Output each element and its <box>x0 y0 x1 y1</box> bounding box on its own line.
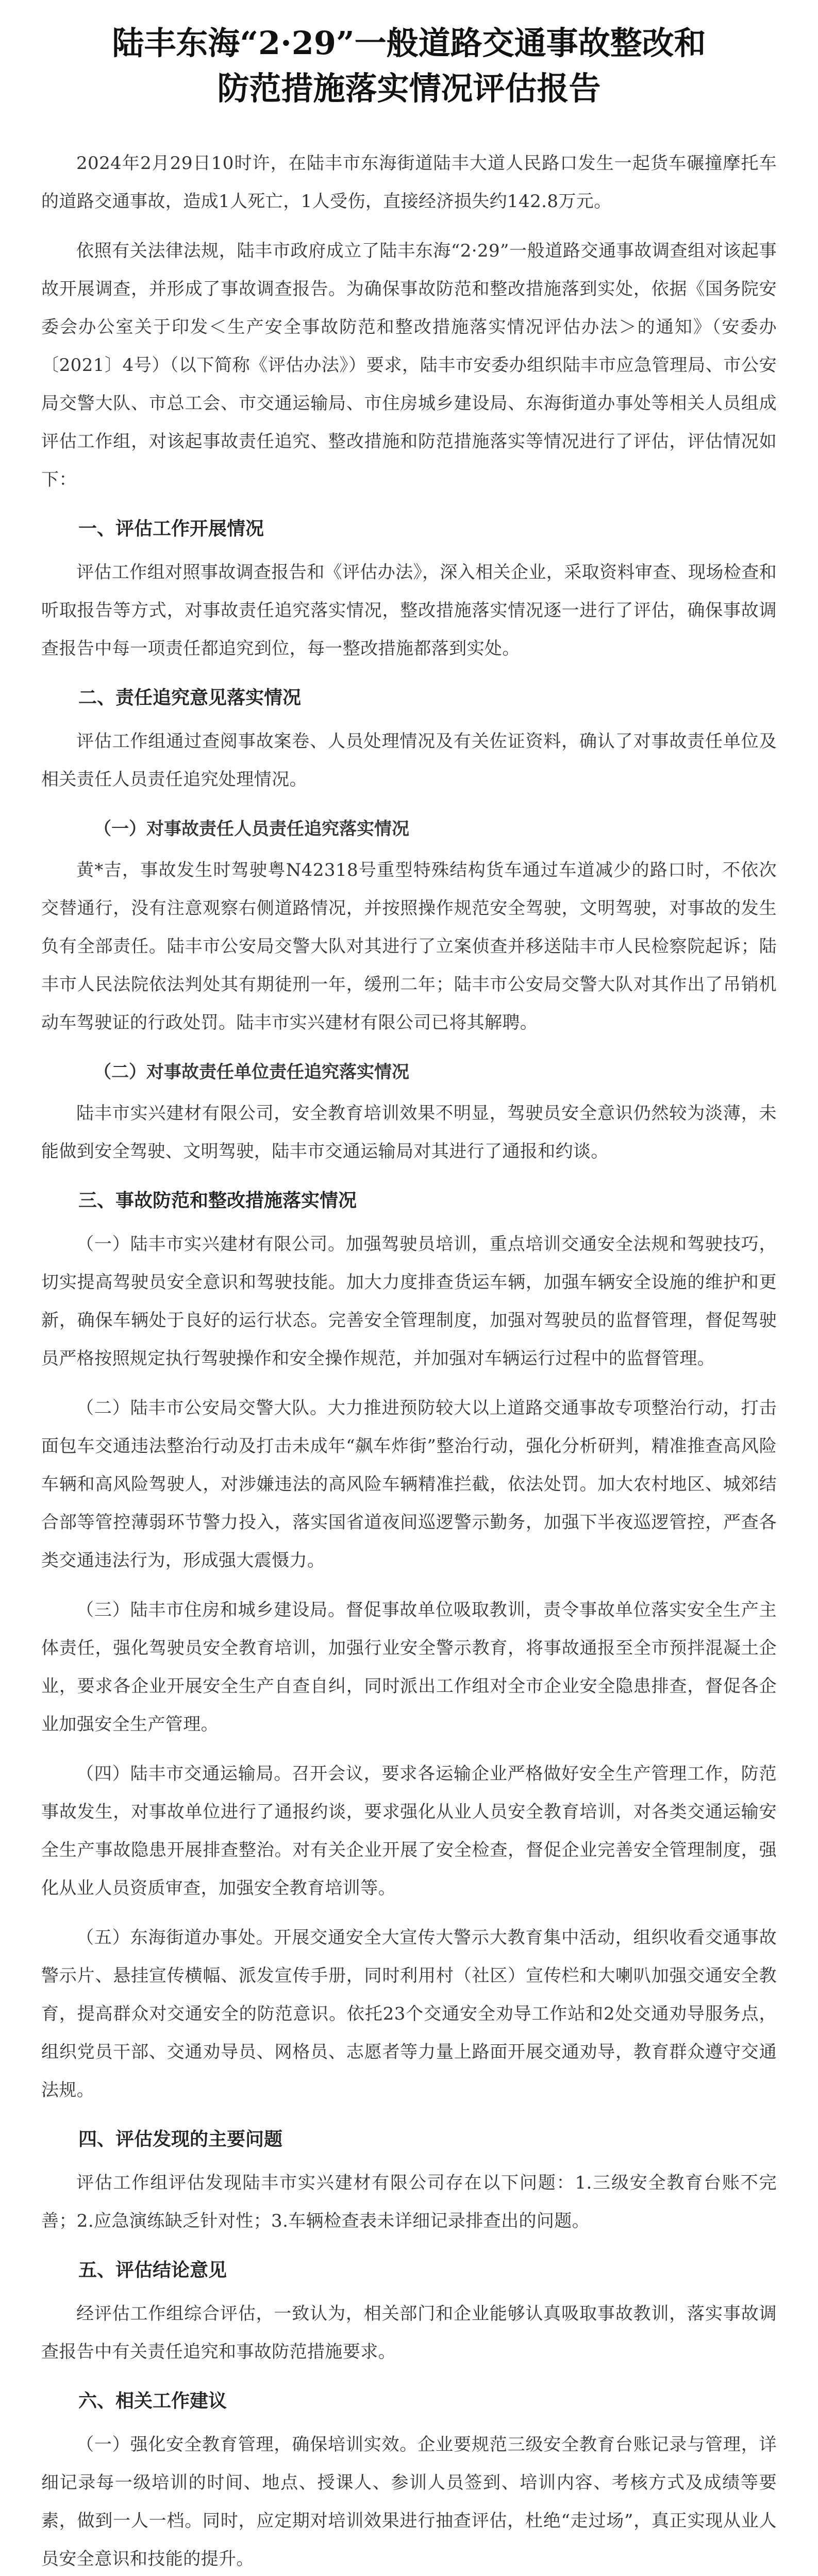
section-heading: 五、评估结论意见 <box>78 2260 227 2281</box>
section-paragraph: 评估工作组通过查阅事故案卷、人员处理情况及有关佐证资料，确认了对事故责任单位及相关责任人员责任追究处理情况。 <box>41 731 777 790</box>
title-line-1: 陆丰东海“2·29”一般道路交通事故整改和 <box>112 24 706 62</box>
subsection-heading: （一）对事故责任人员责任追究落实情况 <box>94 819 409 839</box>
intro-paragraph: 2024年2月29日10时许，在陆丰市东海街道陆丰大道人民路口发生一起货车碾撞摩托车的道路交通事故，造成1人死亡，1人受伤，直接经济损失约142.8万元。 <box>41 153 777 212</box>
subsection-paragraph: 陆丰市实兴建材有限公司，安全教育培训效果不明显，驾驶员安全意识仍然较为淡薄，未能做到安全驾驶、文明驾驶，陆丰市交通运输局对其进行了通报和约谈。 <box>41 1103 777 1162</box>
subsection-paragraph: 黄*吉，事故发生时驾驶粤N42318号重型特殊结构货车通过车道减少的路口时，不依次交替通行，没有注意观察右侧道路情况，并按照操作规范安全驾驶，文明驾驶，对事故的发生负有全部责任。陆丰市公安局交警大队对其进行了立案侦查并移送陆丰市人民检察院起诉；陆丰市人民法院依法判处其有期徒刑一年，缓刑二年；陆丰市公安局交警大队对其作出了吊销机动车驾驶证的行政处罚。陆丰市实兴建材有限公司已将其解聘。 <box>41 860 777 1033</box>
section-paragraph: （一）强化安全教育管理，确保培训实效。企业要规范三级安全教育台账记录与管理，详细记录每一级培训的时间、地点、授课人、参训人员签到、培训内容、考核方式及成绩等要素，做到一人一档。同时，应定期对培训效果进行抽查评估，杜绝“走过场”，真正实现从业人员安全意识和技能的提升。 <box>41 2434 777 2569</box>
title-line-2: 防范措施落实情况评估报告 <box>217 70 601 107</box>
section-paragraph: （一）陆丰市实兴建材有限公司。加强驾驶员培训，重点培训交通安全法规和驾驶技巧，切实提高驾驶员安全意识和驾驶技能。加大力度排查货运车辆，加强车辆安全设施的维护和更新，确保车辆处于良好的运行状态。完善安全管理制度，加强对驾驶员的监督管理，督促驾驶员严格按照规定执行驾驶操作和安全操作规范，并加强对车辆运行过程中的监督管理。 <box>41 1234 777 1369</box>
section-paragraph: （二）陆丰市公安局交警大队。大力推进预防较大以上道路交通事故专项整治行动，打击面包车交通违法整治行动及打击未成年“飙车炸街”整治行动，强化分析研判，精准推查高风险车辆和高风险驾驶人，对涉嫌违法的高风险车辆精准拦截，依法处罚。加大农村地区、城郊结合部等管控薄弱环节警力投入，落实国省道夜间巡逻警示勤务，加强下半夜巡逻管控，严查各类交通违法行为，形成强大震慑力。 <box>41 1398 777 1571</box>
section-heading: 四、评估发现的主要问题 <box>78 2129 283 2150</box>
section-heading: 二、责任追究意见落实情况 <box>78 687 302 708</box>
section-paragraph: （三）陆丰市住房和城乡建设局。督促事故单位吸取教训，责令事故单位落实安全生产主体责任，强化驾驶员安全教育培训，加强行业安全警示教育，将事故通报至全市预拌混凝土企业，要求各企业开展安全生产自查自纠，同时派出工作组对全市企业安全隐患排查，督促各企业加强安全生产管理。 <box>41 1600 777 1735</box>
section-heading: 六、相关工作建议 <box>78 2391 227 2412</box>
subsection-heading: （二）对事故责任单位责任追究落实情况 <box>94 1062 409 1082</box>
section-paragraph: 评估工作组对照事故调查报告和《评估办法》，深入相关企业，采取资料审查、现场检查和听取报告等方式，对事故责任追究落实情况，整改措施落实情况逐一进行了评估，确保事故调查报告中每一项责任都追究到位，每一整改措施都落到实处。 <box>41 562 777 659</box>
section-paragraph: （五）东海街道办事处。开展交通安全大宣传大警示大教育集中活动，组织收看交通事故警示片、悬挂宣传横幅、派发宣传手册，同时利用村（社区）宣传栏和大喇叭加强交通安全教育，提高群众对交通安全的防范意识。依托23个交通安全劝导工作站和2处交通劝导服务点，组织党员干部、交通劝导员、网格员、志愿者等力量上路面开展交通劝导，教育群众遵守交通法规。 <box>41 1927 777 2100</box>
intro-paragraph: 依照有关法律法规，陆丰市政府成立了陆丰东海“2·29”一般道路交通事故调查组对该起事故开展调查，并形成了事故调查报告。为确保事故防范和整改措施落到实处，依据《国务院安委会办公室关于印发＜生产安全事故防范和整改措施落实情况评估办法＞的通知》（安委办〔2021〕4号）（以下简称《评估办法》）要求，陆丰市安委办组织陆丰市应急管理局、市公安局交警大队、市总工会、市交通运输局、市住房城乡建设局、东海街道办事处等相关人员组成评估工作组，对该起事故责任追究、整改措施和防范措施落实等情况进行了评估，评估情况如下： <box>41 241 777 490</box>
document-title <box>41 21 777 111</box>
section-paragraph: （四）陆丰市交通运输局。召开会议，要求各运输企业严格做好安全生产管理工作，防范事故发生，对事故单位进行了通报约谈，要求强化从业人员安全教育培训，对各类交通运输安全生产事故隐患开展排查整治。对有关企业开展了安全检查，督促企业完善安全管理制度，强化从业人员资质审查，加强安全教育培训等。 <box>41 1764 777 1899</box>
section-heading: 一、评估工作开展情况 <box>78 518 264 539</box>
section-paragraph: 经评估工作组综合评估，一致认为，相关部门和企业能够认真吸取事故教训，落实事故调查报告中有关责任追究和事故防范措施要求。 <box>41 2303 777 2362</box>
section-paragraph: 评估工作组评估发现陆丰市实兴建材有限公司存在以下问题：1.三级安全教育台账不完善；2.应急演练缺乏针对性；3.车辆检查表未详细记录排查出的问题。 <box>41 2173 777 2231</box>
section-heading: 三、事故防范和整改措施落实情况 <box>78 1190 357 1211</box>
